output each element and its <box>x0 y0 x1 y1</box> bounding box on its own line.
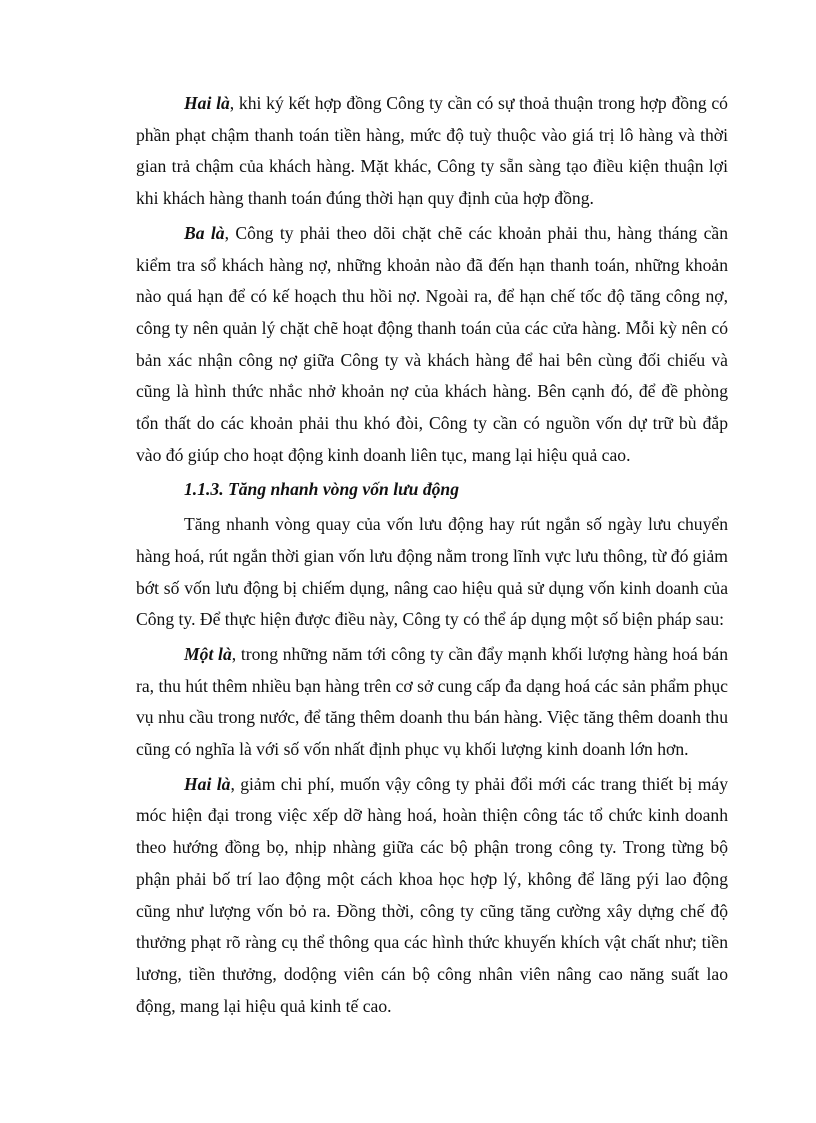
paragraph-ba-la-receivables <box>136 218 728 472</box>
paragraph-hai-la-contract <box>136 88 728 215</box>
paragraph-hai-la-costs <box>136 769 728 1023</box>
section-intro: Tăng nhanh vòng quay của vốn lưu động hay rút ngắn số ngày lưu chuyển hàng hoá, rút ngắn thời gian vốn lưu động nằm trong lĩnh vực lưu thông, từ đó giảm bớt số vốn lưu động bị chiếm dụng, nâng cao hiệu quả sử dụng vốn kinh doanh của Công ty. Để thực hiện được điều này, Công ty có thể áp dụng một số biện pháp sau: <box>136 514 728 630</box>
paragraph-body: , trong những năm tới công ty cần đẩy mạnh khối lượng hàng hoá bán ra, thu hút thêm nhiều bạn hàng trên cơ sở cung cấp đa dạng hoá các sản phẩm phục vụ nhu cầu trong nước, để tăng thêm doanh thu bán hàng. Việc tăng thêm doanh thu cũng có nghĩa là với số vốn nhất định phục vụ khối lượng kinh doanh lớn hơn. <box>136 643 728 760</box>
paragraph-body: , giảm chi phí, muốn vậy công ty phải đổi mới các trang thiết bị máy móc hiện đại trong việc xếp dỡ hàng hoá, hoàn thiện công tác tổ chức kinh doanh theo hướng đồng bọ, nhịp nhàng giữa các bộ phận trong công ty. Trong từng bộ phận phải bố trí lao động một cách khoa học hợp lý, không để lãng pýi lao động cũng như lượng vốn bỏ ra. Đồng thời, công ty cũng tăng cường xây dựng chế độ thưởng phạt rõ ràng cụ thể thông qua các hình thức khuyến khích vật chất như; tiền lương, tiền thưởng, dodộng viên cán bộ công nhân viên nâng cao năng suất lao động, mang lại hiệu quả kinh tế cao. <box>136 773 728 1016</box>
paragraph-body: , Công ty phải theo dõi chặt chẽ các khoản phải thu, hàng tháng cần kiểm tra sổ khách hàng nợ, những khoản nào đã đến hạn thanh toán, những khoản nào quá hạn để có kế hoạch thu hồi nợ. Ngoài ra, để hạn chế tốc độ tăng công nợ, công ty nên quản lý chặt chẽ hoạt động thanh toán của các cửa hàng. Mỗi kỳ nên có bản xác nhận công nợ giữa Công ty và khách hàng để hai bên cùng đối chiếu và cũng là hình thức nhắc nhở khoản nợ của khách hàng. Bên cạnh đó, để đề phòng tổn thất do các khoản phải thu khó đòi, Công ty cần có nguồn vốn dự trữ bù đắp vào đó giúp cho hoạt động kinh doanh liên tục, mang lại hiệu quả cao. <box>136 222 728 465</box>
paragraph-lead: Ba là <box>184 222 225 243</box>
section-heading: 1.1.3. Tăng nhanh vòng vốn lưu động <box>184 479 460 500</box>
paragraph-lead: Một là <box>184 643 232 664</box>
paragraph-lead: Hai là <box>184 93 230 113</box>
paragraph-lead: Hai là <box>184 773 231 794</box>
paragraph-body: , khi ký kết hợp đồng Công ty cần có sự thoả thuận trong hợp đồng có phần phạt chậm thanh toán tiền hàng, mức độ tuỳ thuộc vào giá trị lô hàng và thời gian trả chậm của khách hàng. Mặt khác, Công ty sẵn sàng tạo điều kiện thuận lợi khi khách hàng thanh toán đúng thời hạn quy định của hợp đồng. <box>136 93 728 209</box>
paragraph-mot-la-sales <box>136 639 728 766</box>
body-text <box>136 88 728 1025</box>
